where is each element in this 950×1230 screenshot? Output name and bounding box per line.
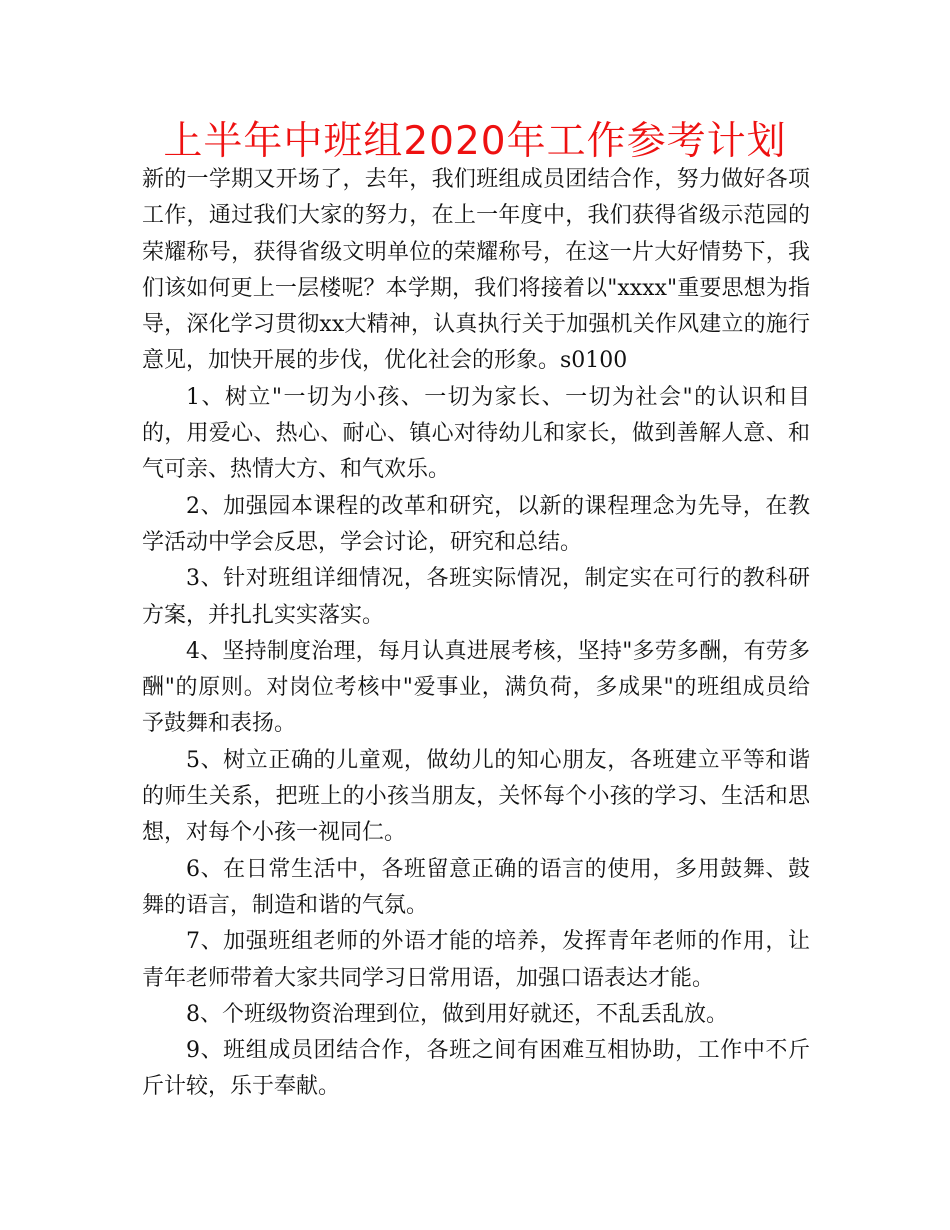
plan-item-7: 7、加强班组老师的外语才能的培养，发挥青年老师的作用，让青年老师带着大家共同学习日常用语，加强口语表达才能。: [142, 929, 810, 991]
plan-item-1: 1、树立"一切为小孩、一切为家长、一切为社会"的认识和目的，用爱心、热心、耐心、镇心对待幼儿和家长，做到善解人意、和气可亲、热情大方、和气欢乐。: [142, 384, 810, 483]
plan-item-9: 9、班组成员团结合作，各班之间有困难互相协助，工作中不斤斤计较，乐于奉献。: [142, 1038, 810, 1100]
document-body: [142, 162, 810, 1106]
plan-item-3: 3、针对班组详细情况，各班实际情况，制定实在可行的教科研方案，并扎扎实实落实。: [142, 566, 810, 628]
plan-item-4: 4、坚持制度治理，每月认真进展考核，坚持"多劳多酬，有劳多酬"的原则。对岗位考核中"爱事业，满负荷，多成果"的班组成员给予鼓舞和表扬。: [142, 638, 810, 737]
plan-item-8: 8、个班级物资治理到位，做到用好就还，不乱丢乱放。: [186, 1001, 728, 1027]
plan-item-2: 2、加强园本课程的改革和研究，以新的课程理念为先导，在教学活动中学会反思，学会讨论，研究和总结。: [142, 493, 810, 555]
document-title: 上半年中班组2020年工作参考计划: [163, 119, 787, 164]
plan-item-5: 5、树立正确的儿童观，做幼儿的知心朋友，各班建立平等和谐的师生关系，把班上的小孩当朋友，关怀每个小孩的学习、生活和思想，对每个小孩一视同仁。: [142, 747, 810, 846]
intro-paragraph: 新的一学期又开场了，去年，我们班组成员团结合作，努力做好各项工作，通过我们大家的努力，在上一年度中，我们获得省级示范园的荣耀称号，获得省级文明单位的荣耀称号，在这一片大好情势下，我们该如何更上一层楼呢？本学期，我们将接着以"xxxx"重要思想为指导，深化学习贯彻xx大精神，认真执行关于加强机关作风建立的施行意见，加快开展的步伐，优化社会的形象。s0100: [142, 167, 810, 374]
plan-item-6: 6、在日常生活中，各班留意正确的语言的使用，多用鼓舞、鼓舞的语言，制造和谐的气氛。: [142, 856, 810, 918]
